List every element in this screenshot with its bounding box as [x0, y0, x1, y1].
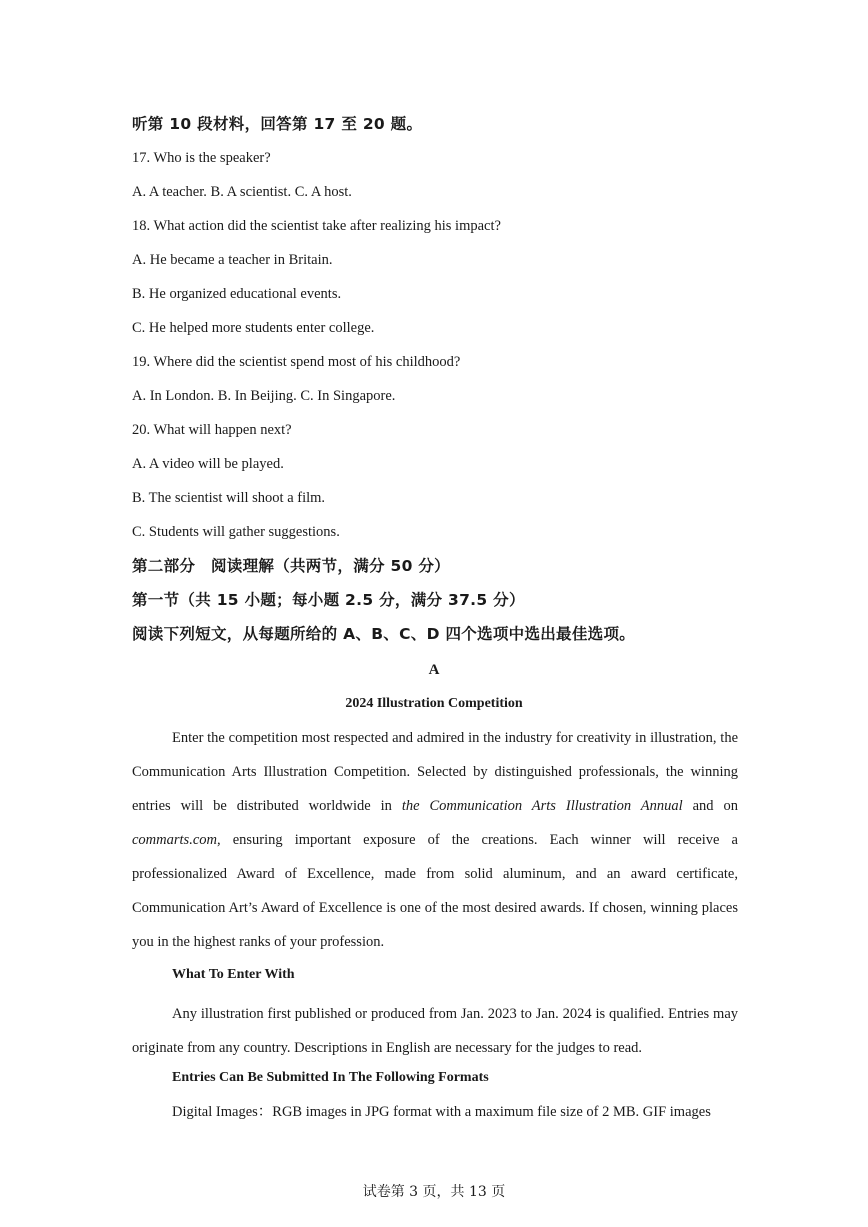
question-17: 17. Who is the speaker? [132, 150, 271, 166]
question-20-option-a: A. A video will be played. [132, 456, 284, 472]
annual-title: the Communication Arts Illustration Annual [401, 798, 683, 814]
listening-heading: 听第 10 段材料，回答第 17 至 20 题。 [132, 115, 423, 133]
question-18-option-c: C. He helped more students enter college. [132, 320, 375, 336]
paragraph-1-text-c: , ensuring important exposure of the creations. Each winner will receive a professionalized Award of Excellence, made from solid aluminum, and an award certificate, Communication Art’s Award of Excellence is one of the most desired awards. If chosen, winning places you in the highest ranks of your profession. [132, 832, 738, 950]
passage-paragraph-1 [132, 721, 738, 959]
passage-paragraph-3: Digital Images：RGB images in JPG format with a maximum file size of 2 MB. GIF images [172, 1104, 711, 1120]
subheading-formats: Entries Can Be Submitted In The Following Formats [172, 1070, 489, 1085]
question-18-option-a: A. He became a teacher in Britain. [132, 252, 333, 268]
question-20-option-c: C. Students will gather suggestions. [132, 524, 340, 540]
passage-paragraph-2: Any illustration first published or produced from Jan. 2023 to Jan. 2024 is qualified. Entries may originate from any country. Descriptions in English are necessary for the judges to read. [132, 1006, 738, 1056]
paragraph-1-text-a: Enter the competition most respected and admired in the industry for creativity in illustration, the Communication Arts Illustration Competition. Selected by distinguished professionals, the winning entries will be distributed worldwide in [132, 730, 738, 814]
passage-letter: A [428, 662, 440, 678]
question-20-option-b: B. The scientist will shoot a film. [132, 490, 326, 506]
page-footer: 试卷第 3 页，共 13 页 [362, 1184, 506, 1200]
question-18: 18. What action did the scientist take after realizing his impact? [132, 218, 501, 234]
reading-instruction: 阅读下列短文，从每题所给的 A、B、C、D 四个选项中选出最佳选项。 [132, 625, 636, 643]
section-title: 第一节（共 15 小题；每小题 2.5 分，满分 37.5 分） [132, 591, 525, 609]
question-17-options: A. A teacher. B. A scientist. C. A host. [132, 184, 352, 200]
part-title: 第二部分 阅读理解（共两节，满分 50 分） [132, 557, 450, 575]
question-19-options: A. In London. B. In Beijing. C. In Singapore. [132, 388, 396, 404]
question-19: 19. Where did the scientist spend most of his childhood? [132, 354, 461, 370]
passage-title: 2024 Illustration Competition [345, 696, 523, 711]
question-20: 20. What will happen next? [132, 422, 292, 438]
website-name: commarts.com [132, 832, 217, 848]
question-18-option-b: B. He organized educational events. [132, 286, 342, 302]
paragraph-1-text-b: and on [682, 798, 738, 814]
subheading-what-to-enter: What To Enter With [172, 967, 295, 982]
